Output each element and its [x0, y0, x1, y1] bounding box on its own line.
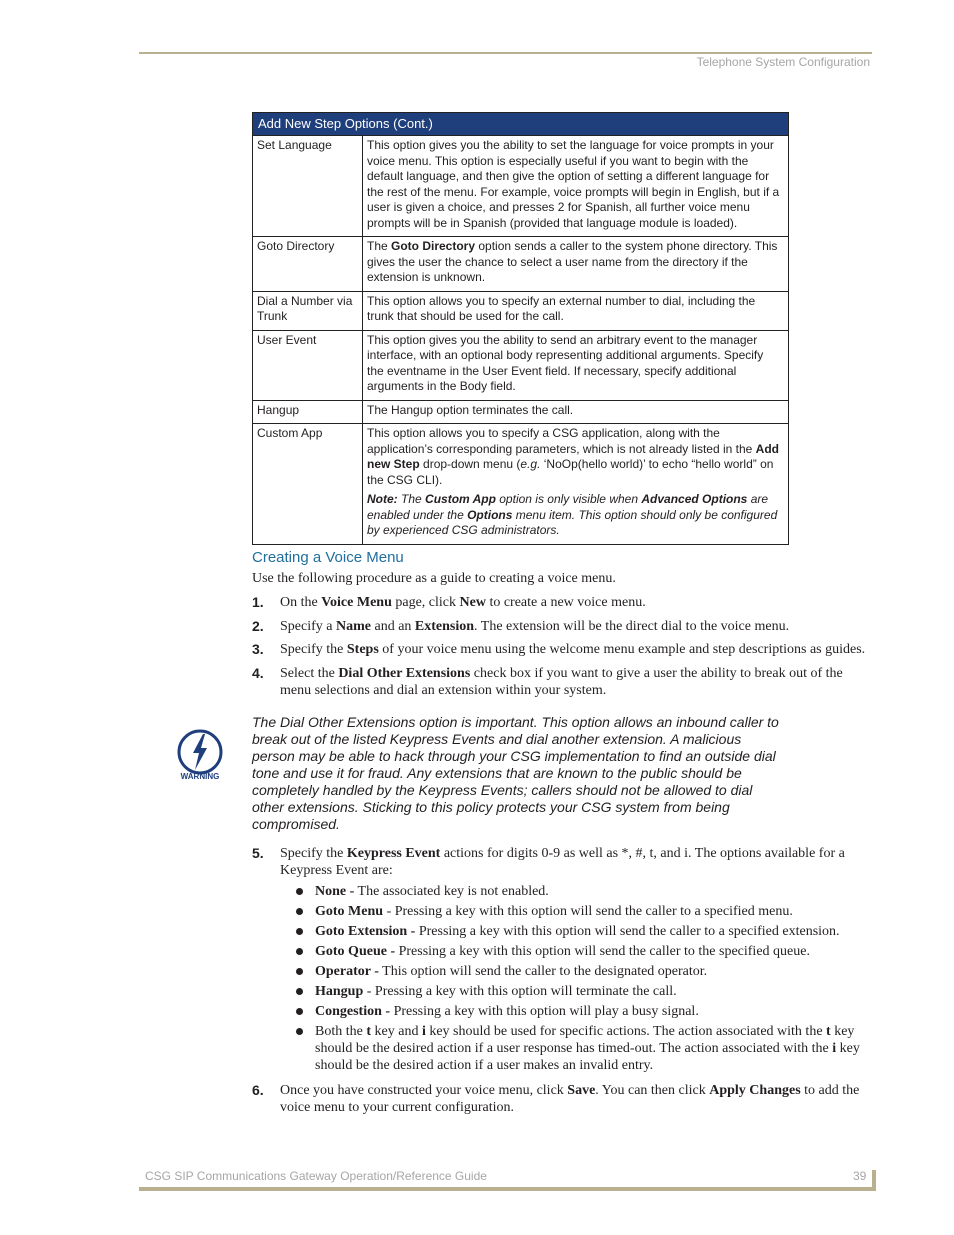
procedure-step [252, 594, 872, 611]
bold-run: Goto Menu [315, 904, 384, 919]
list-item [296, 883, 866, 900]
bold-run: Hangup [315, 984, 364, 999]
bold-run: Congestion - [315, 1004, 391, 1019]
bold-run: Goto Extension - [315, 924, 416, 939]
footer-page-bar [872, 1170, 876, 1191]
bold-run: Dial Other Extensions [338, 666, 471, 681]
text-run: menu item. This option should only be configured by experienced CSG administrators. [367, 507, 778, 537]
bold-run: Advanced Options [641, 492, 748, 506]
text-run: drop-down menu ( [419, 457, 521, 471]
step-text [280, 1082, 872, 1116]
bullet-icon [296, 1008, 303, 1015]
option-name: User Event [253, 330, 363, 400]
footer-title: CSG SIP Communications Gateway Operation/Reference Guide [145, 1169, 487, 1183]
procedure-step [252, 641, 872, 658]
bullet-icon [296, 948, 303, 955]
bullet-icon [296, 1028, 303, 1035]
bullet-icon [296, 968, 303, 975]
table-row [253, 424, 789, 545]
text-run: Both the [315, 1024, 367, 1039]
text-run: - Pressing a key with this option will send the caller to a specified menu. [383, 904, 793, 919]
step-text [280, 594, 872, 611]
option-name: Custom App [253, 424, 363, 545]
bold-run: t [826, 1024, 831, 1039]
step-number: 5. [252, 845, 264, 861]
bold-run: Apply Changes [709, 1083, 801, 1098]
list-item [296, 963, 866, 980]
bold-run: Goto Queue - [315, 944, 396, 959]
text-run: Specify the [280, 846, 347, 861]
table-header-row [253, 113, 789, 136]
italic-run: e.g. [520, 457, 541, 471]
bold-run: None - [315, 884, 355, 899]
option-name: Dial a Number via Trunk [253, 291, 363, 330]
bold-run: Custom App [425, 492, 496, 506]
text-run: Pressing a key with this option will send the caller to the specified queue. [395, 944, 810, 959]
footer-rule [139, 1187, 872, 1191]
step-number: 4. [252, 665, 264, 681]
bold-run: t [366, 1024, 372, 1039]
bold-run: Operator - [315, 964, 379, 979]
add-new-step-options-table [252, 112, 789, 545]
text-run: - Pressing a key with this option will terminate the call. [363, 984, 677, 999]
warning-text: The Dial Other Extensions option is important. This option allows an inbound caller to break out of the listed Keypress Events and dial another extension. A malicious person may be able to hack through your CSG implementation to find an outside dial tone and use it for fraud. Any extensions that are known to the public should be completely handled by the Keypress Events; callers should not be allowed to dial other extensions. Sticking to this policy protects your CSG system from being compromised. [252, 714, 779, 832]
text-run: Select the [280, 666, 339, 681]
warning-label: WARNING [180, 772, 220, 781]
text-run: This option allows you to specify a CSG application, along with the application’s corresponding parameters, which is not already listed in the [367, 426, 756, 456]
bold-run: Extension [414, 619, 475, 634]
procedure-step [252, 618, 872, 635]
text-run: are enabled under the [367, 492, 769, 522]
bold-run: Add new Step [367, 441, 779, 471]
bold-run: Keypress Event [346, 846, 441, 861]
note-label: Note: [367, 492, 398, 506]
text-run: page, click [391, 595, 460, 610]
text-run: key should be used for specific actions. The action associated with the [425, 1024, 827, 1039]
step-number: 2. [252, 618, 264, 634]
text-run: This option will send the caller to the designated operator. [378, 964, 708, 979]
text-run: . You can then click [595, 1083, 710, 1098]
bold-run: Options [467, 507, 513, 522]
text-run: Pressing a key with this option will send the caller to a specified extension. [415, 924, 840, 939]
text-run: to add the voice menu to your current configuration. [280, 1083, 860, 1115]
text-run: Once you have constructed your voice menu, click [280, 1083, 568, 1098]
table-row [253, 400, 789, 424]
text-run: key and [371, 1024, 422, 1039]
table-title: Add New Step Options (Cont.) [253, 113, 789, 136]
text-run: Specify a [280, 619, 336, 634]
text-run: of your voice menu using the welcome menu example and step descriptions as guides. [378, 642, 866, 657]
text-run: Specify the [280, 642, 347, 657]
bold-run: Voice Menu [321, 595, 392, 610]
step-text [280, 641, 872, 658]
text-run: The [397, 492, 426, 506]
procedure-step [252, 845, 872, 879]
text-run: and an [370, 619, 415, 634]
bold-run: i [421, 1024, 426, 1039]
bold-run: Name [335, 619, 371, 634]
keypress-options-list [296, 883, 866, 1077]
bold-run: i [832, 1041, 837, 1056]
text-run: Pressing a key with this option will play a busy signal. [390, 1004, 699, 1019]
text-run: option sends a caller to the system phone directory. This gives the user the chance to select a user name from the directory if the extension is unknown. [367, 239, 778, 284]
text-run: ‘NoOp(hello world)’ to echo “hello world” on the CSG CLI). [367, 457, 774, 487]
bold-run: Save [567, 1083, 596, 1098]
table-row [253, 237, 789, 292]
bold-run: Steps [346, 642, 379, 657]
bold-run: Goto Directory [391, 239, 476, 253]
custom-app-note [367, 492, 783, 539]
text-run: The associated key is not enabled. [354, 884, 549, 899]
list-item [296, 943, 866, 960]
text-run: actions for digits 0-9 as well as *, #, t, and i. The options available for a Keypress Event are: [280, 846, 845, 878]
table-row [253, 330, 789, 400]
text-run: key should be the desired action if a user makes an invalid entry. [315, 1041, 860, 1073]
custom-app-description [367, 426, 783, 488]
section-heading: Creating a Voice Menu [252, 549, 404, 566]
option-description [363, 424, 789, 545]
option-name: Goto Directory [253, 237, 363, 292]
text-run: to create a new voice menu. [485, 595, 646, 610]
page-number: 39 [853, 1169, 867, 1183]
bullet-icon [296, 988, 303, 995]
bullet-icon [296, 908, 303, 915]
text-run: key should be the desired action if a user response has timed-out. The action associated with the [315, 1024, 855, 1056]
option-description: This option gives you the ability to send an arbitrary event to the manager interface, with an optional body representing additional arguments. Specify the eventname in the User Event field. If necessary, specify additional arguments in the Body field. [363, 330, 789, 400]
option-name: Set Language [253, 136, 363, 237]
step-number: 6. [252, 1082, 264, 1098]
list-item [296, 983, 866, 1000]
bullet-icon [296, 888, 303, 895]
option-description [363, 237, 789, 292]
procedure-step [252, 665, 872, 699]
text-run: option is only visible when [495, 492, 642, 506]
step-text [280, 665, 872, 699]
text-run: check box if you want to give a user the ability to break out of the menu selections and dial an extension within your system. [280, 666, 843, 698]
header-section-title: Telephone System Configuration [696, 55, 870, 69]
list-item [296, 1003, 866, 1020]
list-item [296, 923, 866, 940]
procedure-step [252, 1082, 872, 1116]
text-run: On the [280, 595, 322, 610]
text-run: The [367, 239, 392, 253]
option-description: This option allows you to specify an external number to dial, including the trunk that should be used for the call. [363, 291, 789, 330]
step-number: 3. [252, 641, 264, 657]
list-item [296, 1023, 866, 1074]
option-description: The Hangup option terminates the call. [363, 400, 789, 424]
option-name: Hangup [253, 400, 363, 424]
table-row [253, 136, 789, 237]
step-text [280, 618, 872, 635]
header-rule [139, 52, 872, 54]
option-description: This option gives you the ability to set the language for voice prompts in your voice menu. This option is especially useful if you want to begin with the default language, and then give the option of setting a different language for the rest of the menu. For example, voice prompts will begin in English, but if a user is given a choice, and presses 2 for Spanish, all further voice menu prompts will be in Spanish (provided that language module is loaded). [363, 136, 789, 237]
bold-run: New [459, 595, 486, 610]
list-item [296, 903, 866, 920]
step-text [280, 845, 872, 879]
section-intro: Use the following procedure as a guide to creating a voice menu. [252, 571, 616, 586]
text-run: . The extension will be the direct dial to the voice menu. [474, 619, 790, 634]
bullet-icon [296, 928, 303, 935]
table-row [253, 291, 789, 330]
step-number: 1. [252, 594, 264, 610]
